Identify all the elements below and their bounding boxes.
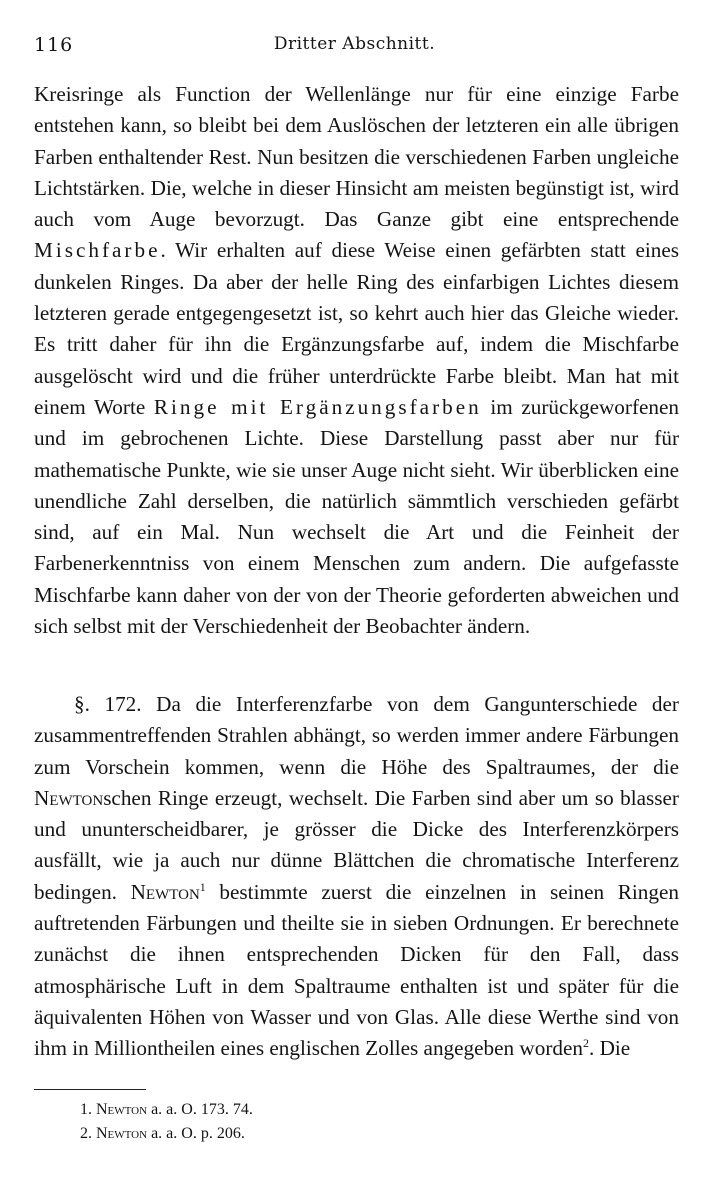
footnote-text: a. a. O. p. 206. [151,1125,245,1142]
p2-text-4: . Die [588,1036,631,1061]
footnote-number: 1. [80,1101,92,1118]
p1-emphasis-2: Ringe mit Ergänzungsfarben [153,394,482,419]
footnote-1 [80,1098,253,1122]
p1-text-2: . Wir erhalten auf diese Weise einen gefärbten statt eines dunkelen Ringes. Da aber der helle Ring des einfarbigen Lichtes diesem letzteren gerade entgegengesetzt ist, so kehrt auch hier das Gleiche wieder. Es tritt daher für ihn die Ergänzungsfarbe auf, indem die Mischfarbe ausgelöscht wird und die früher unterdrückte Farbe bleibt. Man hat mit einem Worte [34,238,679,419]
running-head: Dritter Abschnitt. [273,34,436,54]
p2-text-3: bestimmte zuerst die einzelnen in seinen Ringen auftretenden Färbungen und theilte sie in sieben Ordnungen. Er berechnete zunächst die ihnen entsprechenden Dicken für den Fall, dass atmosphärische Luft in dem Spaltraume enthalten ist und später für die äquivalenten Höhen von Wasser und von Glas. Alle diese Werthe sind von ihm in Milliontheilen eines englischen Zolles angegeben worden [34,879,679,1061]
p2-text-1: §. 172. Da die Interferenzfarbe von dem Gangunterschiede der zusammentreffenden Strahlen abhängt, so werden immer andere Färbungen zum Vorschein kommen, wenn die Höhe des Spaltraumes, der die [34,692,679,779]
p1-emphasis-1: Mischfarbe [34,238,161,263]
footnote-ref-1[interactable]: 1 [199,879,206,894]
paragraph-2 [34,689,679,1065]
author-name-newton: Newton [34,785,104,810]
footnote-rule [34,1089,146,1090]
paragraph-1 [34,79,679,642]
footnote-author: Newton [96,1101,148,1118]
page-number: 116 [34,34,74,56]
footnote-number: 2. [80,1125,92,1142]
footnote-author: Newton [96,1125,148,1142]
footnote-text: a. a. O. 173. 74. [151,1101,253,1118]
p2-text-2: schen Ringe erzeugt, wechselt. Die Farben sind aber um so blasser und ununterscheidbarer, je grösser die Dicke des Interferenzkörpers ausfällt, wie ja auch nur dünne Blättchen die chromatische Interferenz bedingen. [34,785,679,904]
p1-text-3: im zurückgeworfenen und im gebrochenen Lichte. Diese Darstellung passt aber nur für mathematische Punkte, wie sie unser Auge nicht sieht. Wir überblicken eine unendliche Zahl derselben, die natürlich sämmtlich verschieden gefärbt sind, auf ein Mal. Nun wechselt die Art und die Feinheit der Farbenerkenntniss von einem Menschen zum andern. Die aufgefasste Mischfarbe kann daher von der von der Theorie geforderten abweichen und sich selbst mit der Verschiedenheit der Beobachter ändern. [34,394,679,639]
footnotes [80,1098,253,1146]
page-header [34,34,675,60]
author-name-newton: Newton [130,879,200,904]
p1-text-1: Kreisringe als Function der Wellenlänge nur für eine einzige Farbe entstehen kann, so bleibt bei dem Auslöschen der letzteren ein alle übrigen Farben enthaltender Rest. Nun besitzen die verschiedenen Farben ungleiche Lichtstärken. Die, welche in dieser Hinsicht am meisten begünstigt ist, wird auch vom Auge bevorzugt. Das Ganze gibt eine entsprechende [34,82,679,232]
footnote-2 [80,1122,253,1146]
footnote-ref-2[interactable]: 2 [582,1036,589,1051]
